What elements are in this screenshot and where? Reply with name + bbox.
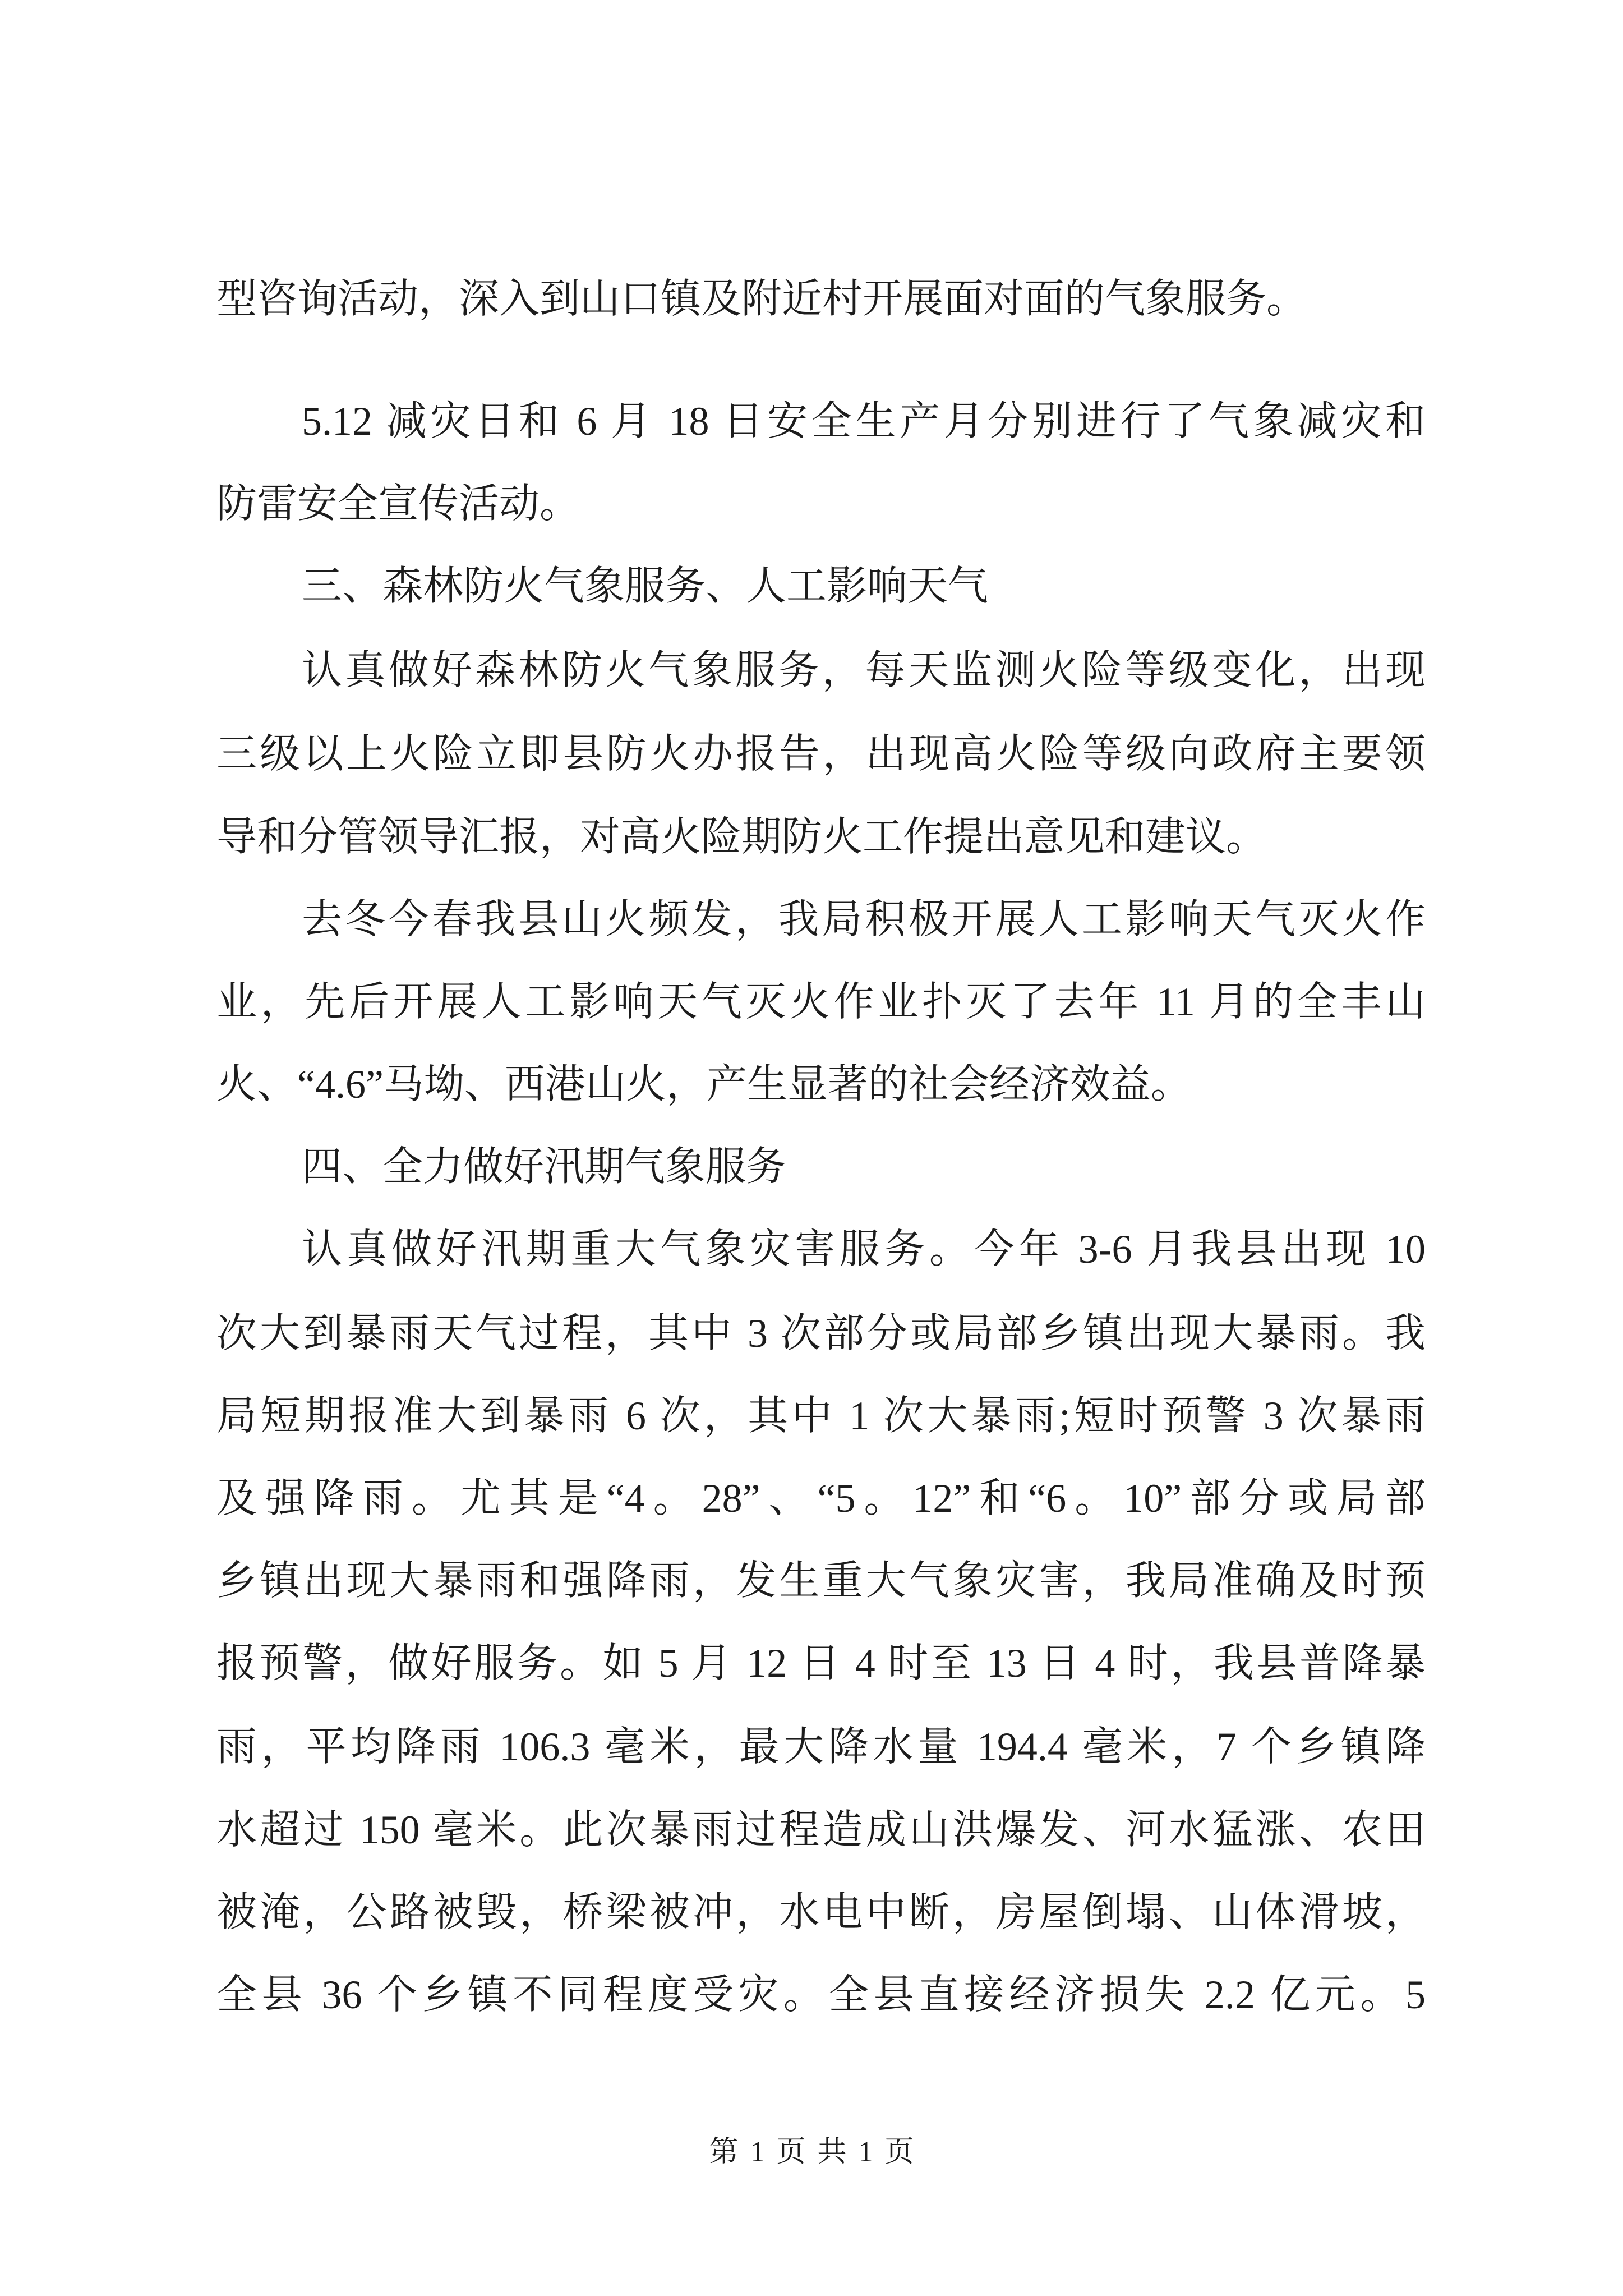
text-line: 防雷安全宣传活动。: [216, 481, 580, 526]
text-line: 认真做好森林防火气象服务，每天监测火险等级变化，出现: [302, 648, 1426, 693]
text-line: 被淹，公路被毁，桥梁被冲，水电中断，房屋倒塌、山体滑坡，: [216, 1890, 1426, 1935]
text-line: 火、“4.6”马坳、西港山火，产生显著的社会经济效益。: [216, 1062, 1191, 1107]
text-line: 型咨询活动，深入到山口镇及附近村开展面对面的气象服务。: [216, 277, 1307, 321]
text-line: 认真做好汛期重大气象灾害服务。今年 3-6 月我县出现 10: [302, 1227, 1426, 1272]
text-line: 局短期报准大到暴雨 6 次，其中 1 次大暴雨;短时预警 3 次暴雨: [216, 1393, 1426, 1438]
text-line: 业，先后开展人工影响天气灭火作业扑灭了去年 11 月的全丰山: [216, 979, 1426, 1024]
text-line: 乡镇出现大暴雨和强降雨，发生重大气象灾害，我局准确及时预: [216, 1558, 1426, 1603]
text-line: 去冬今春我县山火频发，我局积极开展人工影响天气灭火作: [302, 897, 1426, 942]
text-line: 全县 36 个乡镇不同程度受灾。全县直接经济损失 2.2 亿元。5: [216, 1972, 1426, 2017]
text-line: 水超过 150 毫米。此次暴雨过程造成山洪爆发、河水猛涨、农田: [216, 1807, 1426, 1852]
page-number-footer: 第 1 页 共 1 页: [709, 2136, 914, 2168]
text-line: 报预警，做好服务。如 5 月 12 日 4 时至 13 日 4 时，我县普降暴: [216, 1641, 1426, 1686]
text-line: 导和分管领导汇报，对高火险期防火工作提出意见和建议。: [216, 815, 1267, 859]
section-heading-text: 四、全力做好汛期气象服务: [302, 1144, 787, 1189]
text-line: 5.12 减灾日和 6 月 18 日安全生产月分别进行了气象减灾和: [302, 399, 1426, 444]
text-line: 雨，平均降雨 106.3 毫米，最大降水量 194.4 毫米，7 个乡镇降: [216, 1724, 1426, 1769]
text-line: 次大到暴雨天气过程，其中 3 次部分或局部乡镇出现大暴雨。我: [216, 1311, 1426, 1356]
text-line: 及强降雨。尤其是“4。28”、“5。12”和“6。10”部分或局部: [216, 1476, 1426, 1521]
section-heading-text: 三、森林防火气象服务、人工影响天气: [302, 564, 989, 609]
text-line: 三级以上火险立即县防火办报告，出现高火险等级向政府主要领: [216, 731, 1426, 776]
